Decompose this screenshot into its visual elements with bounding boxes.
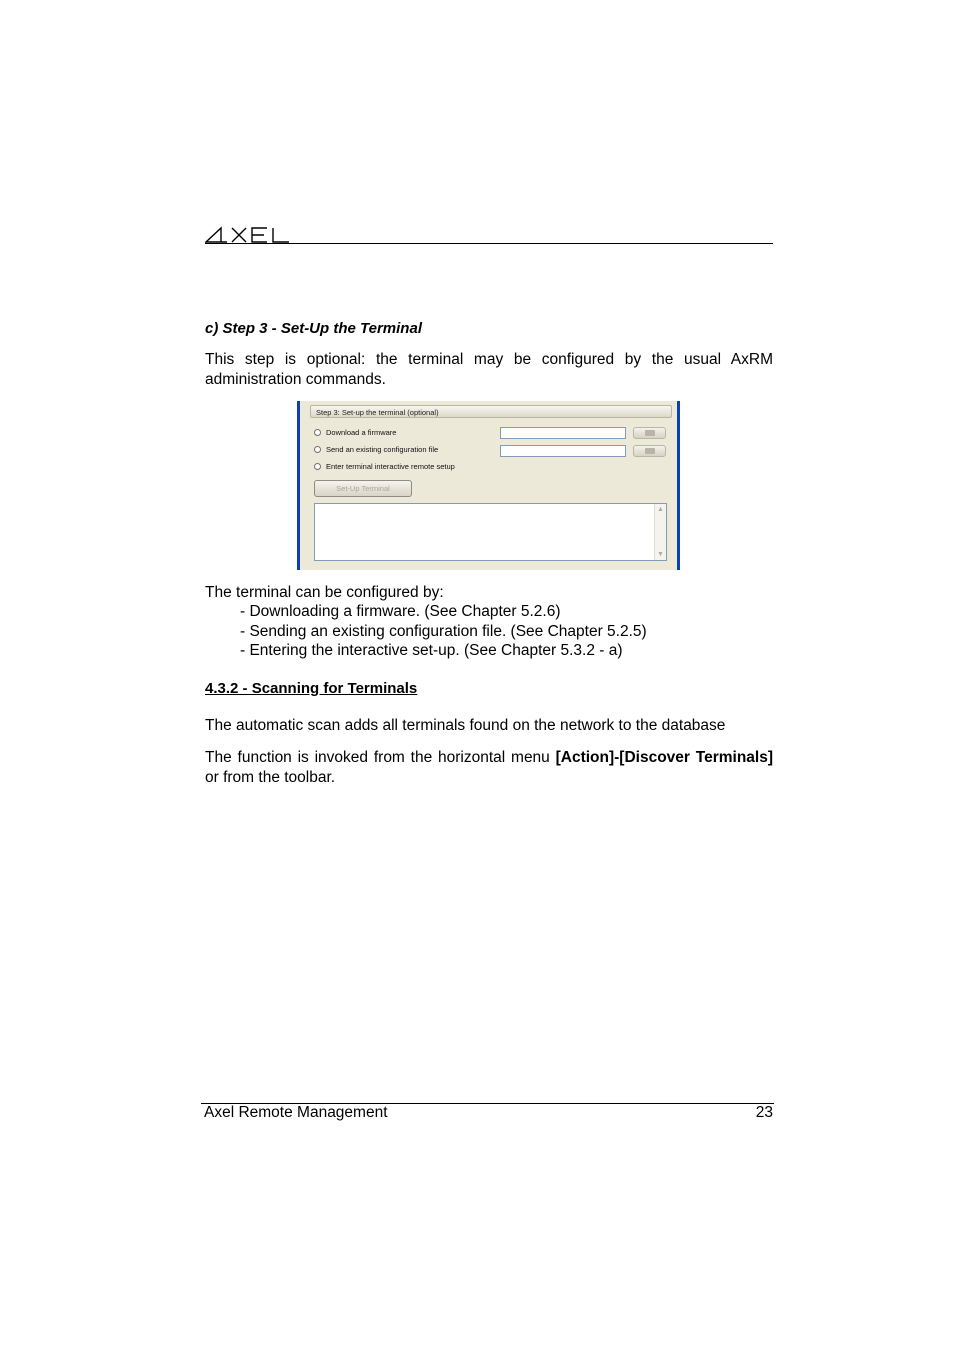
intro-paragraph: This step is optional: the terminal may be configured by the usual AxRM administration commands. <box>205 351 773 388</box>
scroll-up-icon[interactable]: ▲ <box>657 506 664 513</box>
browse-config-button[interactable] <box>633 445 666 457</box>
radio-icon[interactable] <box>314 463 321 470</box>
setup-terminal-dialog-screenshot <box>297 401 680 570</box>
setup-terminal-button[interactable]: Set-Up Terminal <box>314 480 412 497</box>
header-rule <box>205 243 773 244</box>
option-interactive-setup[interactable]: Enter terminal interactive remote setup <box>314 462 455 471</box>
option-download-firmware[interactable]: Download a firmware <box>314 428 396 437</box>
list-item: - Downloading a firmware. (See Chapter 5.2.6) <box>240 603 561 620</box>
page-number: 23 <box>755 1104 773 1121</box>
radio-icon[interactable] <box>314 429 321 436</box>
list-item: - Entering the interactive set-up. (See Chapter 5.3.2 - a) <box>240 642 623 659</box>
list-item: - Sending an existing configuration file. (See Chapter 5.2.5) <box>240 622 647 640</box>
folder-icon <box>645 448 655 454</box>
browse-firmware-button[interactable] <box>633 427 666 439</box>
section-heading: 4.3.2 - Scanning for Terminals <box>205 680 418 697</box>
scroll-down-icon[interactable]: ▼ <box>657 551 664 558</box>
folder-icon <box>645 430 655 436</box>
section-heading: c) Step 3 - Set-Up the Terminal <box>205 320 422 337</box>
firmware-path-field[interactable] <box>500 427 626 439</box>
config-lead: The terminal can be configured by: <box>205 584 444 601</box>
config-path-field[interactable] <box>500 445 626 457</box>
log-textarea[interactable] <box>314 503 667 561</box>
footer-title: Axel Remote Management <box>204 1104 388 1121</box>
option-send-config[interactable]: Send an existing configuration file <box>314 445 438 454</box>
radio-icon[interactable] <box>314 446 321 453</box>
dialog-group-title: Step 3: Set-up the terminal (optional) <box>310 405 672 418</box>
paragraph: The automatic scan adds all terminals found on the network to the database <box>205 717 726 734</box>
scrollbar[interactable] <box>654 504 666 560</box>
paragraph: The function is invoked from the horizontal menu [Action]-[Discover Terminals] or from the toolbar. <box>205 749 773 786</box>
config-list <box>240 602 647 661</box>
axel-logo <box>205 226 295 244</box>
